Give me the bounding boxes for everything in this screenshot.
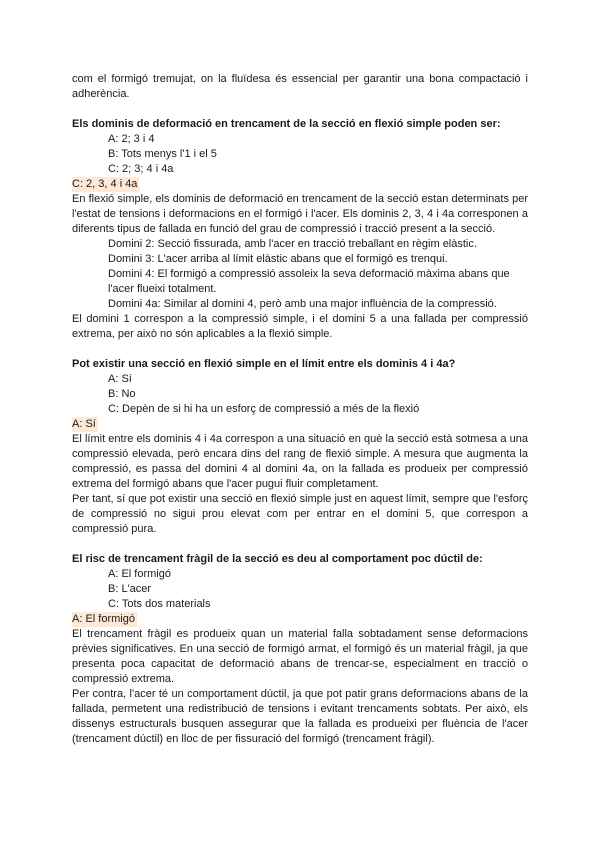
domain-2-item: Domini 2: Secció fissurada, amb l'acer en tracció treballant en règim elàstic. xyxy=(108,238,477,250)
answer-1: C: 2, 3, 4 i 4a xyxy=(72,178,138,190)
question-3: El risc de trencament fràgil de la secció es deu al comportament poc dúctil de: xyxy=(72,553,483,565)
page-content xyxy=(72,72,528,747)
explanation-3-p2: Per contra, l'acer té un comportament dúctil, ja que pot patir grans deformacions abans de la fallada, permetent una redistribució de tensions i evitant trencaments sobtats. Per això, els dissenys estructurals busquen assegurar que la fallada es produeixi per fluència de l'acer (trencament dúctil) en lloc de per fissuració del formigó (trencament fràgil). xyxy=(72,688,528,745)
option-1a: A: 2; 3 i 4 xyxy=(108,133,155,145)
explanation-3-p1: El trencament fràgil es produeix quan un material falla sobtadament sense deformacions prèvies significatives. En una secció de formigó armat, el formigó és un material fràgil, ja que presenta poca capacitat de deformació abans de trencar-se, especialment en tracció o compressió extrema. xyxy=(72,628,528,685)
explanation-2-p2: Per tant, sí que pot existir una secció en flexió simple just en aquest límit, sempre que l'esforç de compressió no sigui prou elevat com per entrar en el domini 5, que correspon a compressió pura. xyxy=(72,493,528,535)
explanation-1-p2: El domini 1 correspon a la compressió simple, i el domini 5 a una fallada per compressió extrema, per això no són aplicables a la flexió simple. xyxy=(72,313,528,340)
option-1b: B: Tots menys l'1 i el 5 xyxy=(108,148,217,160)
intro-paragraph: com el formigó tremujat, on la fluïdesa és essencial per garantir una bona compactació i adherència. xyxy=(72,73,528,100)
option-3c: C: Tots dos materials xyxy=(108,598,211,610)
answer-2: A: Sí xyxy=(72,418,96,430)
option-3b: B: L'acer xyxy=(108,583,152,595)
domain-4-item: Domini 4: El formigó a compressió assoleix la seva deformació màxima abans que l'acer flueixi totalment. xyxy=(108,268,510,295)
question-2: Pot existir una secció en flexió simple en el límit entre els dominis 4 i 4a? xyxy=(72,358,456,370)
option-3a: A: El formigó xyxy=(108,568,171,580)
question-1: Els dominis de deformació en trencament de la secció en flexió simple poden ser: xyxy=(72,118,501,130)
domain-3-item: Domini 3: L'acer arriba al límit elàstic abans que el formigó es trenqui. xyxy=(108,253,448,265)
option-2c: C: Depèn de si hi ha un esforç de compressió a més de la flexió xyxy=(108,403,420,415)
domain-4a-item: Domini 4a: Similar al domini 4, però amb una major influència de la compressió. xyxy=(108,298,497,310)
option-2a: A: Sí xyxy=(108,373,132,385)
explanation-1-p1: En flexió simple, els dominis de deformació en trencament de la secció estan determinats per l'estat de tensions i deformacions en el formigó i l'acer. Els dominis 2, 3, 4 i 4a corresponen a diferents tipus de fallada en funció del grau de compressió i tracció present a la secció. xyxy=(72,193,528,235)
answer-3: A: El formigó xyxy=(72,613,135,625)
option-2b: B: No xyxy=(108,388,136,400)
explanation-2-p1: El límit entre els dominis 4 i 4a correspon a una situació en què la secció està sotmesa a una compressió elevada, però encara dins del rang de flexió simple. A mesura que augmenta la compressió, es passa del domini 4 al domini 4a, on la fallada es produeix per compressió extrema del formigó abans que l'acer pugui fluir completament. xyxy=(72,433,528,490)
option-1c: C: 2; 3; 4 i 4a xyxy=(108,163,174,175)
